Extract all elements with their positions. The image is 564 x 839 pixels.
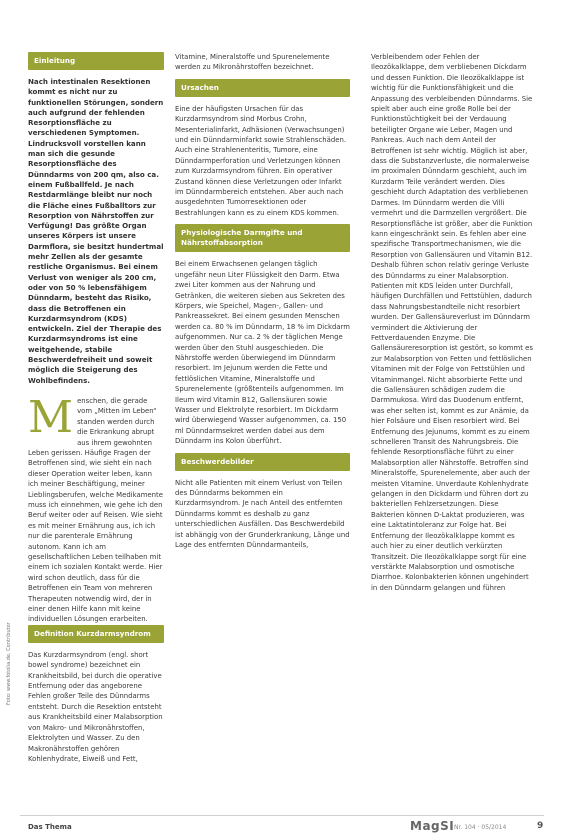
footer-section-label: Das Thema [28, 823, 72, 831]
page-number: 9 [537, 821, 544, 831]
causes-paragraph: Eine der häufigsten Ursachen für das Kurzdarmsyndrom sind Morbus Crohn, Mesenterialinfarkt, Adhäsionen (Verwachsungen) und ein Dünndarminfarkt sowie Strahlenschäden. Auch eine Strahlenenteritis, Tumore, eine Dünndarmperforation und Verletzungen können zum Kurzdarmsyndrom führen. Ein operativer Zustand können diese Verletzungen oder Infarkt im Dünndarmbereich entstehen. Aber auch nach ausgedehnten Tumorresektionen oder Bestrahlungen kann es zu einem KDS kommen. [175, 104, 347, 217]
column-2-intro: Vitamine, Mineralstoffe und Spurenelemente werden zu Mikronährstoffen bezeichnet. [175, 53, 330, 72]
column-3 [371, 52, 533, 593]
body-paragraph-1 [28, 391, 164, 625]
drop-cap: M [28, 391, 74, 443]
intro-lead-paragraph: Nach intestinalen Resektionen kommt es nicht nur zu funktionellen Störungen, sondern auch aufgrund der fehlenden Resorptionsfläche zu verschiedenen Symptomen. Lindrucksvoll vorstellen kann man sich die gesunde Resorptionsfläche des Dünndarms von 200 qm, also ca. einem Fußballfeld. Je nach Restdarmlänge bleibt nur noch die Fläche eines Fußballtors zur Resorption von Nährstoffen zur Verfügung! Das größte Organ unseres Körpers ist unsere Darmflora, sie besitzt hundertmal mehr Zellen als der gesamte restliche Organismus. Bei einem Verlust von weniger als 200 cm, oder von 50 % lebensfähigem Dünndarm, besteht das Risiko, dass die Betroffenen ein Kurzdarmsyndrom (KDS) entwickeln. Ziel der Therapie des Kurzdarmsyndroms ist eine weitgehende, stabile Beschwerdefreiheit und soweit möglich die Steigerung des Wohlbefindens. [28, 77, 164, 385]
issue-label: Nr. 104 · 05/2014 [454, 824, 507, 831]
column-1 [28, 52, 164, 764]
symptoms-paragraph: Nicht alle Patienten mit einem Verlust von Teilen des Dünndarms bekommen ein Kurzdarmsyndrom. Je nach Anteil des entfernten Dünndarms kommt es deshalb zu ganz unterschiedlichen Ausfällen. Das Beschwerdebild ist abhängig von der Grunderkrankung, Länge und Lage des entfernten Dünndarmanteils, [175, 478, 350, 550]
section-heading-definition: Definition Kurzdarmsyndrom [28, 625, 164, 643]
footer-divider [20, 815, 544, 816]
column-3-paragraph: Verbleibendem oder Fehlen der Ileozökalklappe, dem verbliebenen Dickdarm und dessen Funktion. Die Ileozökalklappe ist wichtig für die Funktionsfähigkeit und die Anpassung des verbleibenden Dünndarms. Sie spielt aber auch eine große Rolle bei der Funktionstüchtigkeit bei der Verdauung beteiligter Organe wie Leber, Magen und Pankreas. Auch nach dem Anteil der Betroffenen ist sehr wichtig. Möglich ist aber, dass die Substanzverluste, die normalerweise im proximalen Dünndarm geschieht, auch im Kurzdarm Teile verändert werden. Dies geschieht durch Adaptation des verbliebenen Darmes. Im Dünndarm werden die Villi vermehrt und die Darmzellen vergrößert. Die Resorptionsfläche ist größer, aber die Funktion kann eingeschränkt sein. Es fehlen aber eine spezifische Transportmechanismen, wie die Resorption von Gallensäuren und Vitamin B12. Deshalb führen schon relativ geringe Verluste des Dünndarms zu einer Malabsorption. Patienten mit KDS leiden unter Durchfall, häufigen Durchfällen und Fettstühlen, dadurch dass Nahrungsbestandteile nicht resorbiert wurden. Der Gallensäureverlust im Dünndarm vermindert die Aktivierung der Fettverdauenden Enzyme. Die Gallensäureresorption ist gestört, so kommt es zur Malabsorption von Fetten und fettlöslichen Vitaminen mit der Folge von Fettstühlen und Vitaminmangel. Nicht absorbierte Fette und die Gallensäuren schädigen zudem die Darmmukosa. Wird das Duodenum entfernt, was eher selten ist, kommt es zur Anämie, da hier Folsäure und Eisen resorbiert wird. Bei Entfernung des Jejunums, kommt es zu einem schnelleren Transit des Nahrungsbreis. Die fehlende Resorptionsfläche führt zu einer Malabsorption aller Nährstoffe. Betroffen sind Mineralstoffe, Spurenelemente, aber auch der meisten Vitamine. Unverdaute Kohlenhydrate gelangen in den Dickdarm und führen dort zu bakteriellen Fehlzersetzungen. Diese Bakterien können D-Laktat produzieren, was eine Laktatintoleranz zur Folge hat. Bei Entfernung der Ileozökalklappe kommt es auch hier zu einer deutlich verkürzten Transitzeit. Die Ileozökalklappe sorgt für eine verstärkte Malabsorption und osmotische Diarrhoe. Kolonbakterien können ungehindert in den Dünndarm gelangen und führen [371, 53, 533, 592]
section-heading-causes: Ursachen [175, 79, 350, 97]
section-heading-introduction: Einleitung [28, 52, 164, 70]
section-heading-symptoms: Beschwerdebilder [175, 453, 350, 471]
page-footer [0, 812, 564, 839]
section-heading-physiology: Physiologische Darmgifte und Nährstoffabsorption [175, 224, 350, 252]
body-paragraph-1-text: enschen, die gerade vom „Mitten im Leben“ standen werden durch die Erkrankung abrupt aus ihrem gewohnten Leben gerissen. Häufige Fragen der Betroffenen sind, wie sieht ein nach dieser Operation weiter leben, kann ich meiner Beschäftigung, meiner Lieblingsberufen, welche Medikamente muss ich einnehmen, wie gehe ich den Beruf weiter oder auf Reisen. Wie sieht es mit meiner Ernährung aus, ich ich nur die parenterale Ernährung autonom. Kann ich am gesellschaftlichen Leben teilhaben mit einem ich sozialen Kontakt werde. Hier wird schon deutlich, dass für die Betroffenen ein Team von mehreren Therapeuten notwendig wird, der in einer denen Hilfe kann mit keine individuellen Lösungen erarbeiten. [28, 396, 163, 624]
body-paragraph-2: Das Kurzdarmsyndrom (engl. short bowel syndrome) bezeichnet ein Krankheitsbild, bei durch die operative Entfernung oder das angeborene Fehlen großer Teile des Dünndarms entsteht. Durch die Resektion entsteht aus Krankheitsbild einer Malabsorption von Makro- und Mikronährstoffen, Elektrolyten und Wasser. Zu den Makronährstoffen gehören Kohlenhydrate, Eiweiß und Fett, [28, 650, 163, 763]
column-2 [175, 52, 350, 550]
photo-credit: Foto: www.fotolia.de, Contributor [6, 622, 12, 705]
physiology-paragraph: Bei einem Erwachsenen gelangen täglich ungefähr neun Liter Flüssigkeit den Darm. Etwa zwei Liter kommen aus der Nahrung und Getränken, die weiteren sieben aus Sekreten des Körpers, wie Speichel, Magen-, Gallen- und Pankreassekret. Bei einem gesunden Menschen werden ca. 80 % im Dünndarm, 18 % im Dickdarm aufgenommen. Nur ca. 2 % der täglichen Menge werden über den Stuhl ausgeschieden. Die Nährstoffe werden überwiegend im Dünndarm resorbiert. Im Jejunum werden die Fette und fettlöslichen Vitamine, Mineralstoffe und Spurenelemente (größtenteils aufgenommen. Im Ileum wird Vitamin B12, Gallensäuren sowie Wasser und Elektrolyte resorbiert. Im Dickdarm wird überwiegend Wasser aufgenommen, ca. 150 ml Dünndarmsekret werden dabei aus dem Dünndarm ins Kolon überführt. [175, 260, 351, 446]
magazine-logo: MagSI [410, 819, 455, 833]
